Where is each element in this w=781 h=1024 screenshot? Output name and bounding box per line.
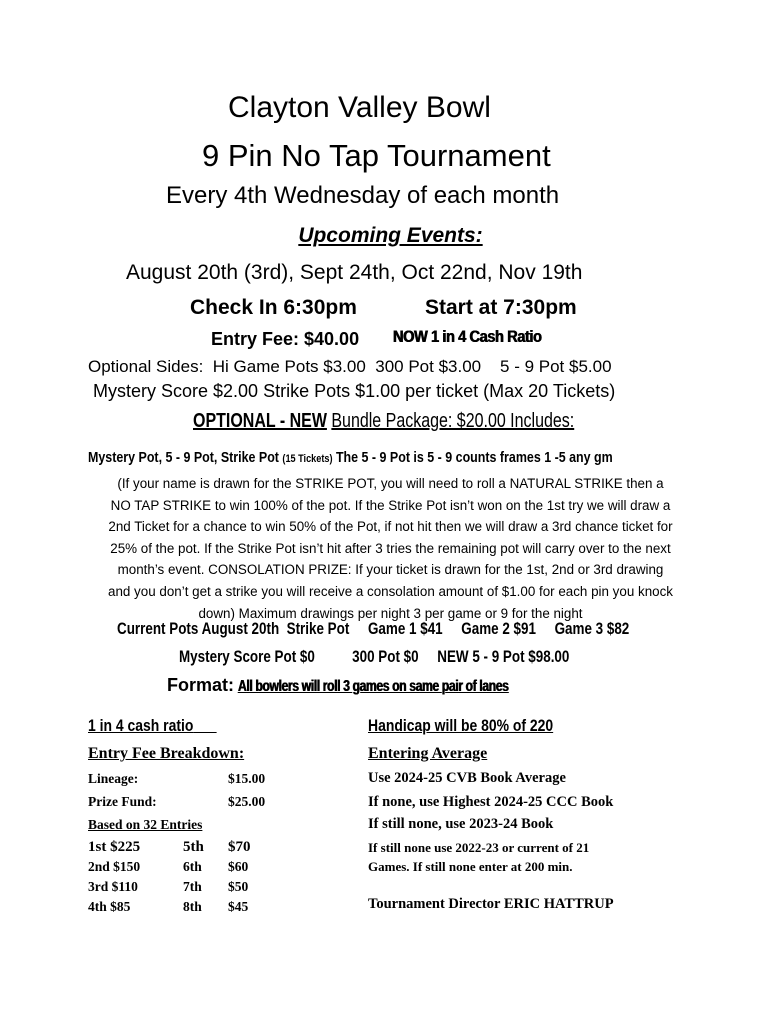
lineage-label: Lineage: xyxy=(88,771,139,786)
bundle-text: Bundle Package: $20.00 Includes: xyxy=(331,410,575,432)
upcoming-heading xyxy=(0,224,781,248)
average-rule-2: If none, use Highest 2024-25 CCC Book xyxy=(368,794,614,810)
strike-pot-rules xyxy=(0,473,781,624)
rules-line: 2nd Ticket for a chance to win 50% of the Pot, if not hit then we will draw a 3rd chance ticket for xyxy=(108,519,673,535)
prize-fund-value: $25.00 xyxy=(228,794,266,809)
payout-6th-value: $60 xyxy=(228,859,249,874)
optional-sides-line1: Optional Sides: Hi Game Pots $3.00 300 Pot $3.00 5 - 9 Pot $5.00 xyxy=(88,357,612,376)
bundle-includes-tickets: (15 Tickets) xyxy=(282,453,333,465)
current-pots-line2: Mystery Score Pot $0 300 Pot $0 NEW 5 - 9 Pot $98.00 xyxy=(179,647,570,666)
prize-fund-label: Prize Fund: xyxy=(88,794,157,809)
upcoming-heading-text: Upcoming Events: xyxy=(298,224,483,247)
format-text: All bowlers will roll 3 games on same pair of lanes xyxy=(238,678,509,695)
tournament-director: Tournament Director ERIC HATTRUP xyxy=(368,896,614,912)
entry-fee: Entry Fee: $40.00 xyxy=(211,329,360,349)
rules-line: 25% of the pot. If the Strike Pot isn’t hit after 3 tries the remaining pot will carry over to the next xyxy=(110,540,671,556)
bundle-includes-a: Mystery Pot, 5 - 9 Pot, Strike Pot xyxy=(88,449,279,466)
payout-5th-label: 5th xyxy=(183,839,204,855)
average-fallback-2: Games. If still none enter at 200 min. xyxy=(368,859,573,874)
payout-3rd: 3rd $110 xyxy=(88,879,138,894)
bundle-heading xyxy=(193,410,574,433)
rules-line: and you don’t get a strike you will receive a consolation amount of $1.00 for each pin you knock xyxy=(108,583,673,599)
event-dates: August 20th (3rd), Sept 24th, Oct 22nd, Nov 19th xyxy=(126,261,583,284)
venue-title: Clayton Valley Bowl xyxy=(228,91,491,124)
cash-ratio-heading-text: 1 in 4 cash ratio xyxy=(88,716,194,735)
check-in-time: Check In 6:30pm xyxy=(190,296,357,319)
payout-5th-value: $70 xyxy=(228,839,251,855)
rules-line: down) Maximum drawings per night 3 per game or 9 for the night xyxy=(198,605,583,621)
current-pots-line1: Current Pots August 20th Strike Pot Game 1 $41 Game 2 $91 Game 3 $82 xyxy=(117,619,630,638)
bundle-prefix: OPTIONAL - NEW xyxy=(193,410,327,432)
payout-8th-label: 8th xyxy=(183,899,202,914)
payout-7th-value: $50 xyxy=(228,879,249,894)
tournament-title: 9 Pin No Tap Tournament xyxy=(202,138,551,173)
payout-2nd: 2nd $150 xyxy=(88,859,141,874)
rules-line: NO TAP STRIKE to win 100% of the pot. If the Strike Pot isn’t won on the 1st try we will draw a xyxy=(110,497,671,513)
payout-8th-value: $45 xyxy=(228,899,249,914)
payout-1st: 1st $225 xyxy=(88,839,141,855)
cash-ratio-notice: NOW 1 in 4 Cash Ratio xyxy=(393,327,542,346)
schedule-line: Every 4th Wednesday of each month xyxy=(166,182,560,209)
handicap-heading: Handicap will be 80% of 220 xyxy=(368,716,554,735)
cash-ratio-heading xyxy=(88,716,217,736)
based-on-entries: Based on 32 Entries xyxy=(88,817,203,832)
optional-sides-line2: Mystery Score $2.00 Strike Pots $1.00 per ticket (Max 20 Tickets) xyxy=(93,381,616,401)
format-line xyxy=(167,675,594,696)
breakdown-heading: Entry Fee Breakdown: xyxy=(88,745,245,762)
bundle-includes-b: The 5 - 9 Pot is 5 - 9 counts frames 1 -5 any gm xyxy=(335,449,613,466)
entering-average-heading: Entering Average xyxy=(368,745,488,762)
bundle-includes xyxy=(88,449,613,466)
rules-line: (If your name is drawn for the STRIKE POT, you will need to roll a NATURAL STRIKE then a xyxy=(117,476,664,491)
payout-4th: 4th $85 xyxy=(88,899,131,914)
start-time: Start at 7:30pm xyxy=(425,296,577,319)
rules-line: month’s event. CONSOLATION PRIZE: If your ticket is drawn for the 1st, 2nd or 3rd drawing xyxy=(117,562,664,578)
average-rule-3: If still none, use 2023-24 Book xyxy=(368,816,554,832)
payout-6th-label: 6th xyxy=(183,859,202,874)
payout-7th-label: 7th xyxy=(183,879,202,894)
lineage-value: $15.00 xyxy=(228,771,266,786)
average-rule-1: Use 2024-25 CVB Book Average xyxy=(368,770,566,786)
format-label: Format: xyxy=(167,675,234,695)
average-fallback-1: If still none use 2022-23 or current of 21 xyxy=(368,840,590,855)
